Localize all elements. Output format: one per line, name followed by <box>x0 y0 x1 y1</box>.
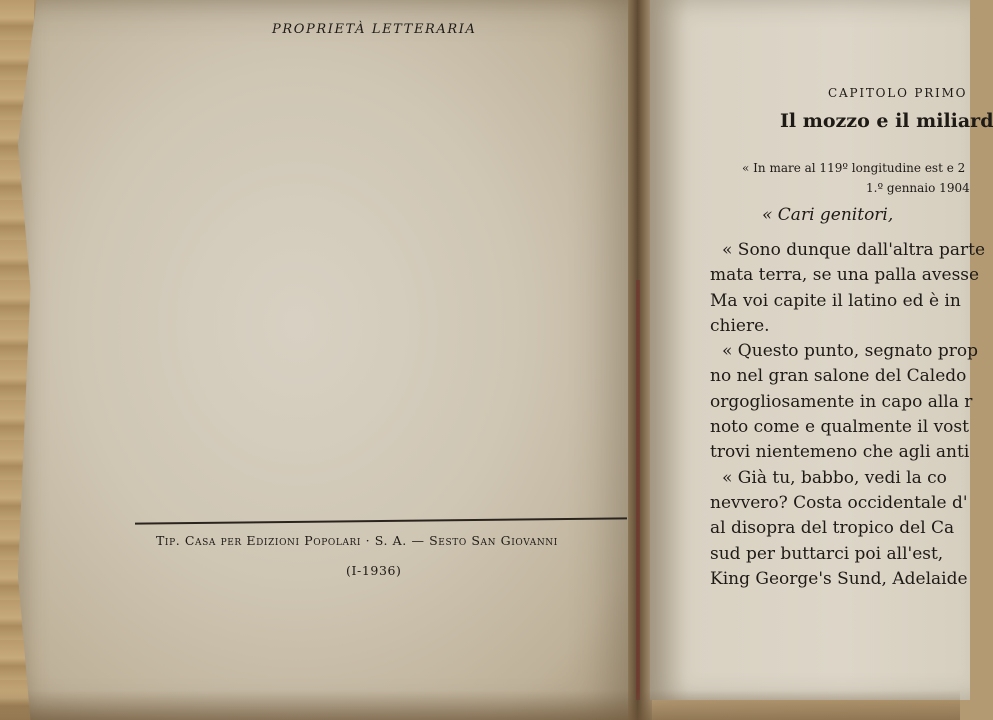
bottom-shadow <box>0 690 960 720</box>
body-line: nevvero? Costa occidentale d' <box>710 492 968 513</box>
body-line: chiere. <box>710 315 770 336</box>
body-line: « Sono dunque dall'altra parte <box>722 240 986 260</box>
printer-imprint: Tip. Casa per Edizioni Popolari · S. A. — Sesto San Giovanni <box>156 533 558 548</box>
body-line: Ma voi capite il latino ed è in <box>710 290 961 311</box>
left-page <box>18 0 640 720</box>
body-line: trovi nientemeno che agli anti <box>710 442 970 463</box>
body-line: no nel gran salone del Caledo <box>710 366 967 387</box>
letter-dateline <box>742 158 970 198</box>
body-line: « Questo punto, segnato prop <box>722 341 978 362</box>
body-line: orgogliosamente in capo alla r <box>710 391 973 412</box>
body-line: King George's Sund, Adelaide <box>710 568 968 589</box>
body-line: mata terra, se una palla avesse <box>710 265 980 286</box>
body-line: noto come e qualmente il vost <box>710 417 969 438</box>
chapter-label: CAPITOLO PRIMO <box>828 86 968 100</box>
book-gutter <box>628 0 652 720</box>
letter-body <box>710 238 985 592</box>
dateline-line-2: 1.º gennaio 1904 <box>866 181 970 195</box>
spine-edge <box>636 280 640 700</box>
printer-year: (I-1936) <box>346 563 402 578</box>
body-line: « Già tu, babbo, vedi la co <box>722 467 947 488</box>
dateline-line-1: « In mare al 119º longitudine est e 2 <box>742 161 966 175</box>
body-line: sud per buttarci poi all'est, <box>710 543 944 564</box>
chapter-title: Il mozzo e il miliard <box>780 110 993 132</box>
body-line: al disopra del tropico del Ca <box>710 518 955 539</box>
copyright-notice: PROPRIETÀ LETTERARIA <box>272 22 477 37</box>
letter-salutation: « Cari genitori, <box>762 205 894 225</box>
